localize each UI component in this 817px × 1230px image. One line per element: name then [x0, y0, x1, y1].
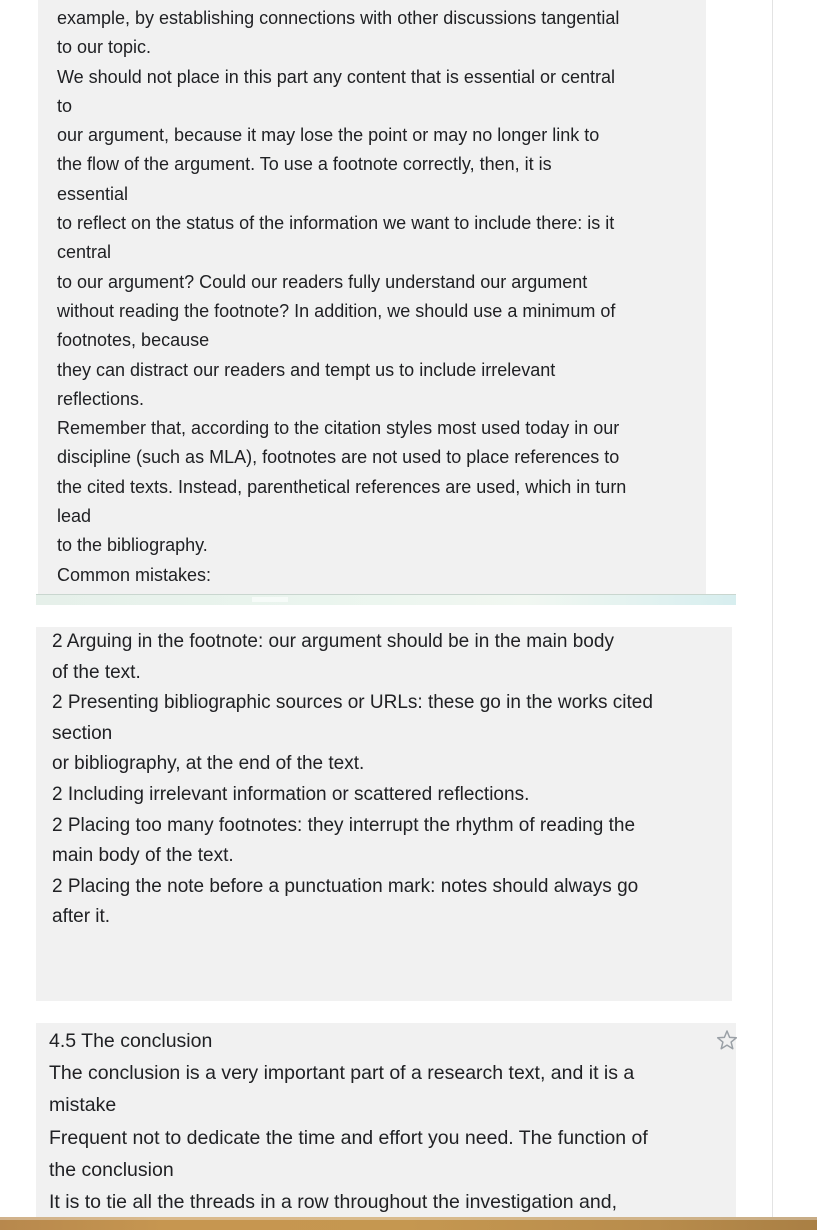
right-margin	[773, 0, 817, 1230]
list-item: 2 Arguing in the footnote: our argument should be in the main body	[52, 631, 614, 652]
text-line: lead	[57, 506, 92, 527]
text-line: mistake	[49, 1094, 117, 1117]
text-block-body	[57, 4, 697, 590]
text-block-body	[49, 1025, 719, 1218]
text-line: reflections.	[57, 388, 145, 409]
text-line: central	[57, 242, 112, 263]
text-line: example, by establishing connections with other discussions tangential	[57, 8, 620, 28]
list-item: main body of the text.	[52, 845, 234, 867]
text-block-common-mistakes	[36, 627, 732, 1001]
text-line: It is to tie all the threads in a row throughout the investigation and,	[49, 1191, 618, 1214]
text-line: to our topic.	[57, 37, 152, 58]
text-line: to the bibliography.	[57, 535, 208, 556]
star-outline-icon[interactable]	[716, 1028, 738, 1052]
bottom-strip-highlight	[0, 1217, 817, 1220]
text-line: without reading the footnote? In addition, we should use a minimum of	[57, 300, 616, 321]
text-line: We should not place in this part any content that is essential or central	[57, 66, 615, 87]
text-line: footnotes, because	[57, 330, 210, 351]
section-divider	[36, 594, 736, 605]
text-block-body	[52, 627, 722, 933]
text-line: they can distract our readers and tempt us to include irrelevant	[57, 359, 556, 380]
text-line: Frequent not to dedicate the time and effort you need. The function of	[49, 1126, 648, 1149]
text-line: to	[57, 95, 73, 116]
text-line: Common mistakes:	[57, 564, 212, 585]
text-line: the conclusion	[49, 1158, 174, 1181]
text-line: our argument, because it may lose the point or may no longer link to	[57, 125, 600, 146]
list-item: or bibliography, at the end of the text.	[52, 753, 365, 775]
text-block-conclusion	[36, 1023, 736, 1223]
text-line: discipline (such as MLA), footnotes are not used to place references to	[57, 447, 620, 468]
section-heading: 4.5 The conclusion	[49, 1030, 213, 1052]
text-line: The conclusion is a very important part of a research text, and it is a	[49, 1062, 635, 1085]
list-item: 2 Placing too many footnotes: they interrupt the rhythm of reading the	[52, 814, 636, 836]
text-line: the flow of the argument. To use a footnote correctly, then, it is	[57, 154, 552, 175]
text-block-footnote-guidance	[38, 0, 706, 594]
text-line: essential	[57, 183, 129, 204]
list-item: section	[52, 722, 113, 744]
list-item: 2 Presenting bibliographic sources or URLs: these go in the works cited	[52, 692, 653, 714]
text-line: the cited texts. Instead, parenthetical references are used, which in turn	[57, 476, 627, 497]
right-margin-divider	[772, 0, 773, 1230]
list-item: 2 Placing the note before a punctuation mark: notes should always go	[52, 875, 639, 897]
bottom-strip	[0, 1217, 817, 1230]
list-item: after it.	[52, 906, 111, 928]
text-line: to our argument? Could our readers fully understand our argument	[57, 271, 588, 292]
divider-tab	[252, 597, 288, 602]
list-item: 2 Including irrelevant information or scattered reflections.	[52, 783, 530, 805]
text-line: to reflect on the status of the information we want to include there: is it	[57, 213, 615, 234]
list-item: of the text.	[52, 661, 141, 683]
text-line: Remember that, according to the citation styles most used today in our	[57, 418, 620, 439]
